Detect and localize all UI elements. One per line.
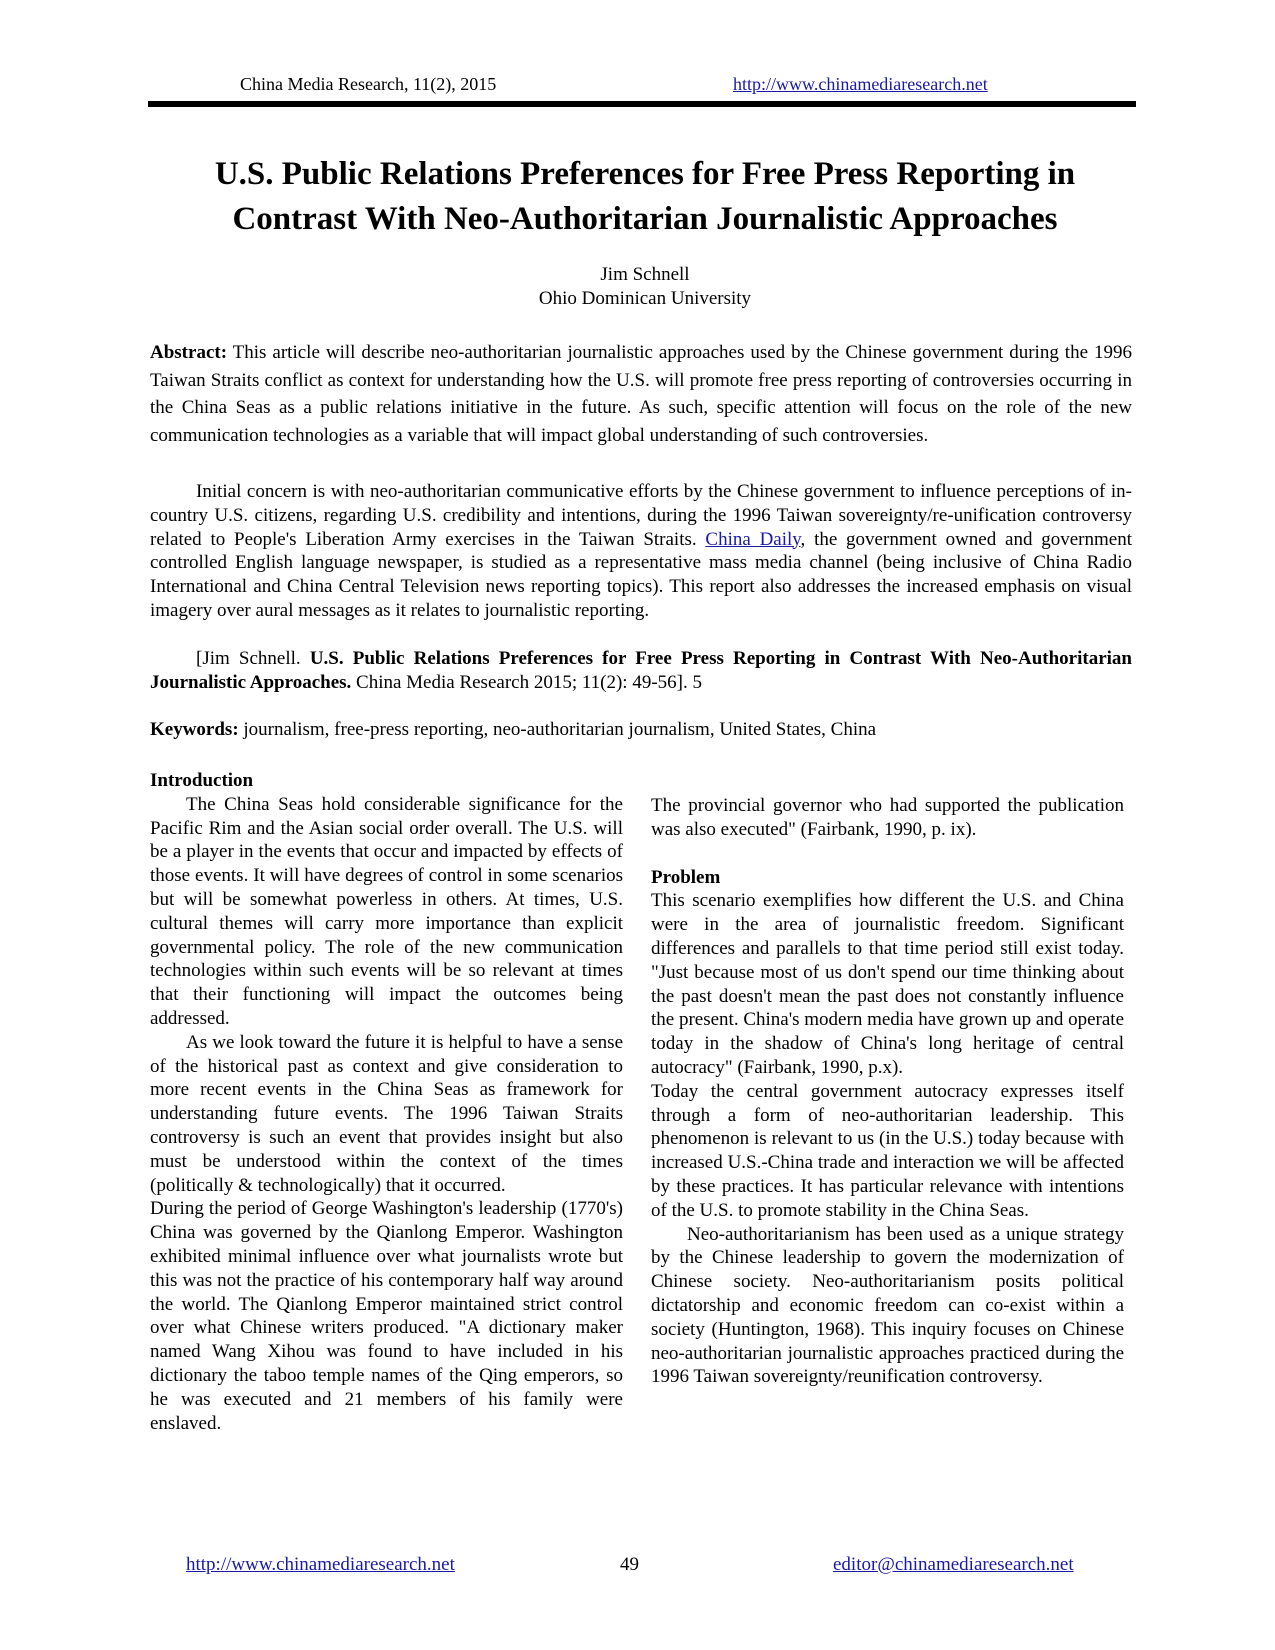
- page-number: 49: [620, 1554, 639, 1575]
- title-line-2: Contrast With Neo-Authoritarian Journalistic Approaches: [232, 201, 1058, 237]
- abstract: [150, 339, 1132, 449]
- left-column: [150, 769, 623, 1435]
- author-name: Jim Schnell: [600, 264, 690, 285]
- page-footer: [150, 1554, 1140, 1578]
- article-title: [150, 152, 1140, 242]
- intro-paragraph-3-cont: The provincial governor who had supported the publication was also executed" (Fairbank, 1990, p. ix).: [651, 795, 1124, 840]
- problem-paragraph-1: This scenario exemplifies how different the U.S. and China were in the area of journalistic freedom. Significant differences and parallels to that time period still exist today. "Just because most of us don't spend our time thinking about the past doesn't mean the past does not constantly influence the present. China's modern media have grown up and operate today in the shadow of China's long heritage of central autocracy" (Fairbank, 1990, p.x).: [651, 890, 1124, 1078]
- introduction-heading: Introduction: [150, 770, 254, 791]
- problem-paragraph-2: Today the central government autocracy expresses itself through a form of neo-authoritarian leadership. This phenomenon is relevant to us (in the U.S.) today because with increased U.S.-China trade and interaction we will be affected by these practices. It has particular relevance with intentions of the U.S. to promote stability in the China Seas.: [651, 1080, 1124, 1221]
- page-header: [150, 74, 1140, 98]
- citation-suffix: China Media Research 2015; 11(2): 49-56]. 5: [356, 671, 702, 693]
- header-url-link[interactable]: http://www.chinamediaresearch.net: [733, 74, 988, 94]
- abstract-p2-text-cont: , the government owned and government controlled English language newspaper, is studied as a representative mass media channel (being inclusive of China Radio International and China Central Television news reporting topics). This report also addresses the increased emphasis on visual imagery over aural messages as it relates to journalistic reporting.: [150, 528, 1132, 621]
- problem-paragraph-3: Neo-authoritarianism has been used as a unique strategy by the Chinese leadership to govern the modernization of Chinese society. Neo-authoritarianism posits political dictatorship and economic freedom can co-exist within a society (Huntington, 1968). This inquiry focuses on Chinese neo-authoritarian journalistic approaches practiced during the 1996 Taiwan sovereignty/reunification controversy.: [651, 1223, 1124, 1388]
- intro-paragraph-3: During the period of George Washington's leadership (1770's) China was governed by the Qianlong Emperor. Washington exhibited minimal influence over what journalists wrote but this was not the practice of his contemporary half way around the world. The Qianlong Emperor maintained strict control over what Chinese writers produced. "A dictionary maker named Wang Xihou was found to have included in his dictionary the taboo temple names of the Qing emperors, so he was executed and 21 members of his family were enslaved.: [150, 1198, 623, 1434]
- intro-paragraph-1: The China Seas hold considerable significance for the Pacific Rim and the Asian social order overall. The U.S. will be a player in the events that occur and impacted by effects of those events. It will have degrees of control in some scenarios but will be somewhat powerless in others. At times, U.S. cultural themes will carry more importance than explicit governmental policy. The role of the new communication technologies within such events will be so relevant at times that their functioning will impact the outcomes being addressed.: [150, 793, 623, 1029]
- citation: [150, 647, 1132, 695]
- keywords: [150, 719, 1132, 741]
- right-column: [651, 794, 1124, 1389]
- author-affiliation: Ohio Dominican University: [538, 288, 752, 309]
- intro-paragraph-2: As we look toward the future it is helpful to have a sense of the historical past as context and give consideration to more recent events in the China Seas as framework for understanding future events. The 1996 Taiwan Straits controversy is such an event that provides insight but also must be understood within the context of the times (politically & technologically) that it occurred.: [150, 1031, 623, 1196]
- abstract-paragraph-2: [150, 480, 1132, 623]
- abstract-p2-text: Initial concern is with neo-authoritarian communicative efforts by the Chinese government to influence perceptions of in-country U.S. citizens, regarding U.S. credibility and intentions, during the 1996 Taiwan sovereignty/re-unification controversy related to People's Liberation Army exercises in the Taiwan Straits.: [150, 481, 1132, 550]
- keywords-text: journalism, free-press reporting, neo-authoritarian journalism, United States, China: [243, 719, 877, 740]
- keywords-label: Keywords:: [150, 719, 239, 740]
- citation-title: U.S. Public Relations Preferences for Free Press Reporting in Contrast With Neo-Authoritarian Journalistic Approaches.: [150, 648, 1132, 693]
- journal-citation: China Media Research, 11(2), 2015: [240, 74, 497, 94]
- problem-heading: Problem: [651, 866, 721, 888]
- title-line-1: U.S. Public Relations Preferences for Free Press Reporting in: [214, 156, 1076, 192]
- abstract-label: Abstract:: [150, 342, 228, 363]
- abstract-text: This article will describe neo-authoritarian journalistic approaches used by the Chinese government during the 1996 Taiwan Straits conflict as context for understanding how the U.S. will promote free press reporting of controversies occurring in the China Seas as a public relations initiative in the future. As such, specific attention will focus on the role of the new communication technologies as a variable that will impact global understanding of such controversies.: [150, 342, 1132, 446]
- footer-email-link[interactable]: editor@chinamediaresearch.net: [833, 1554, 1074, 1575]
- spacer: [651, 842, 1124, 866]
- footer-url-link[interactable]: http://www.chinamediaresearch.net: [186, 1554, 455, 1575]
- china-daily-link[interactable]: China Daily: [705, 528, 801, 550]
- header-rule: [148, 101, 1136, 107]
- citation-prefix: [Jim Schnell.: [196, 648, 301, 669]
